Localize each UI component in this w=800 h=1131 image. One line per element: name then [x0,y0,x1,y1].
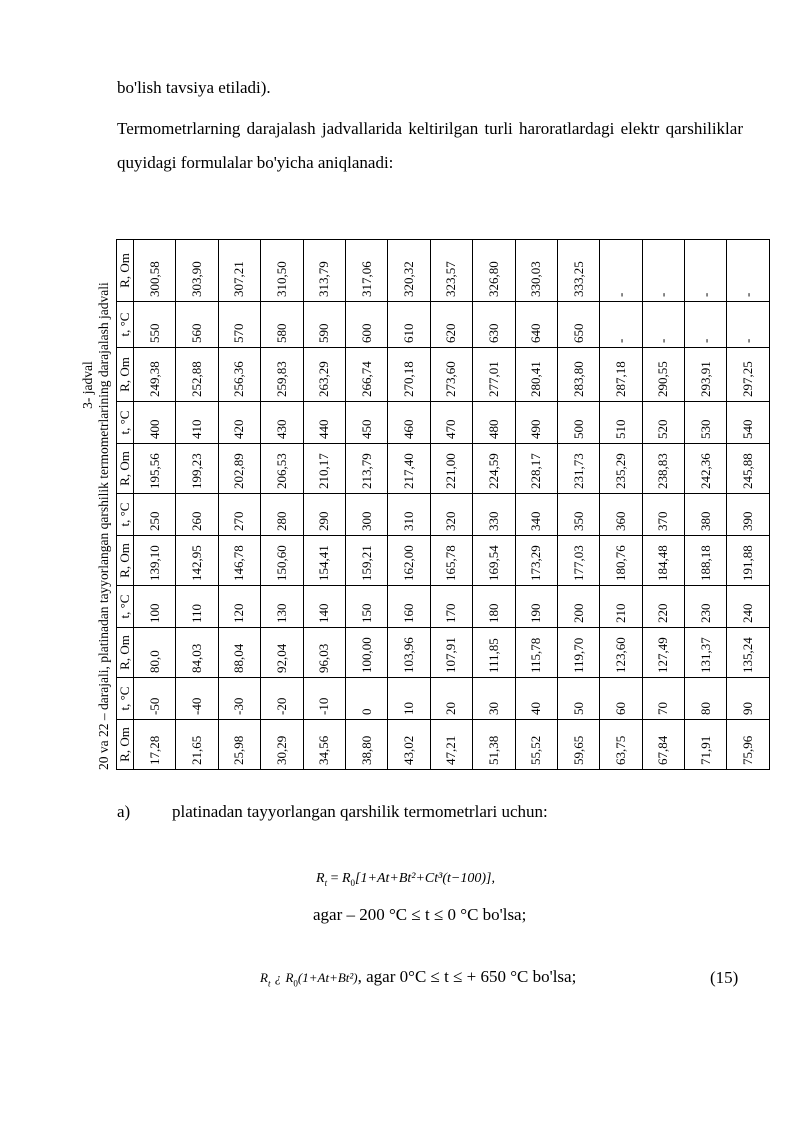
table-cell: 111,85 [473,628,515,678]
table-cell: 40 [515,678,557,720]
table-cell: -50 [134,678,176,720]
table-cell: 297,25 [727,348,770,402]
table-cell: 200 [557,586,599,628]
table-cell: 460 [388,402,430,444]
formula-2-condition: , agar 0°C ≤ t ≤ + 650 °C bo'lsa; [357,967,577,986]
table-cell: 480 [473,402,515,444]
table-body [134,240,770,770]
table-cell: 180,76 [600,536,642,586]
table-cell: 130 [261,586,303,628]
equation-number: (15) [710,968,739,987]
table-cell: 191,88 [727,536,770,586]
table-cell: 290 [303,494,345,536]
table-cell: 139,10 [134,536,176,586]
table-cell: 293,91 [685,348,727,402]
table-cell: 202,89 [218,444,260,494]
table-cell: 550 [134,302,176,348]
table-cell: 259,83 [261,348,303,402]
table-cell: 38,80 [345,720,387,770]
table-row [642,240,684,770]
table-cell: 107,91 [430,628,472,678]
column-header: t, °C [117,678,134,720]
table-cell: 25,98 [218,720,260,770]
table-cell: 230 [685,586,727,628]
table-cell: 67,84 [642,720,684,770]
formula-2-sub-0: 0 [293,978,298,989]
table-cell: 260 [176,494,218,536]
table-cell: 71,91 [685,720,727,770]
table-cell: 43,02 [388,720,430,770]
table-cell: 245,88 [727,444,770,494]
table-cell: 280 [261,494,303,536]
table-cell: -40 [176,678,218,720]
table-cell: 360 [600,494,642,536]
table-cell: 510 [600,402,642,444]
table-cell: 238,83 [642,444,684,494]
table-row [176,240,218,770]
table-cell: 100 [134,586,176,628]
table-cell: 190 [515,586,557,628]
column-header: R, Om [117,240,134,302]
table-cell: 303,90 [176,240,218,302]
table-cell: 320 [430,494,472,536]
table-cell: 340 [515,494,557,536]
table-cell: 310,50 [261,240,303,302]
table-row [600,240,642,770]
table-cell: - [600,302,642,348]
column-header: R, Om [117,444,134,494]
table-cell: 55,52 [515,720,557,770]
table-cell: 333,25 [557,240,599,302]
table-cell: 283,80 [557,348,599,402]
table-cell: 188,18 [685,536,727,586]
formula-2-sub-t: t [267,978,271,989]
table-cell: 30 [473,678,515,720]
table-cell: 115,78 [515,628,557,678]
table-row [134,240,176,770]
formula-2-lhs: R [260,970,268,985]
table-cell: 80,0 [134,628,176,678]
formula-1-sub-t: t [324,877,328,888]
table-cell: 420 [218,402,260,444]
table-row [261,240,303,770]
table-cell: 235,29 [600,444,642,494]
table-cell: 240 [727,586,770,628]
table-cell: 252,88 [176,348,218,402]
table-cell: 103,96 [388,628,430,678]
table-cell: 640 [515,302,557,348]
table-cell: 110 [176,586,218,628]
table-cell: 165,78 [430,536,472,586]
table-cell: 75,96 [727,720,770,770]
table-cell: 90 [727,678,770,720]
table-cell: 30,29 [261,720,303,770]
table-cell: 470 [430,402,472,444]
table-cell: - [727,302,770,348]
table-cell: 266,74 [345,348,387,402]
table-cell: 277,01 [473,348,515,402]
table-cell: 135,24 [727,628,770,678]
column-header: R, Om [117,628,134,678]
table-cell: 270,18 [388,348,430,402]
table-cell: 380 [685,494,727,536]
table-cell: 169,54 [473,536,515,586]
table-cell: 290,55 [642,348,684,402]
table-cell: 530 [685,402,727,444]
table-cell: 100,00 [345,628,387,678]
table-cell: 127,49 [642,628,684,678]
table-cell: 63,75 [600,720,642,770]
table-cell: 300 [345,494,387,536]
table-cell: 320,32 [388,240,430,302]
table-cell: 590 [303,302,345,348]
table-cell: 220 [642,586,684,628]
table-cell: 80 [685,678,727,720]
formula-1-eq: = [330,871,339,886]
table-cell: 560 [176,302,218,348]
rotated-table-block [80,240,770,770]
table-cell: 50 [557,678,599,720]
table-cell: 173,29 [515,536,557,586]
table-cell: 650 [557,302,599,348]
table-cell: 630 [473,302,515,348]
list-marker-a: a) [117,802,131,821]
table-cell: 120 [218,586,260,628]
paragraph-1: bo'lish tavsiya etiladi). [117,78,271,97]
table-cell: - [727,240,770,302]
table-cell: 410 [176,402,218,444]
table-header-row [117,240,134,770]
table-cell: 0 [345,678,387,720]
table-cell: 231,73 [557,444,599,494]
list-item-a-text: platinadan tayyorlangan qarshilik termometrlari uchun: [172,802,548,821]
column-header: R, Om [117,720,134,770]
table-cell: 119,70 [557,628,599,678]
paragraph-2: Termometrlarning darajalash jadvallarida keltirilgan turli haroratlardagi elektr qarshiliklar quyidagi formulalar bo'yicha aniqlanadi: [117,119,743,172]
column-header: t, °C [117,586,134,628]
table-row [345,240,387,770]
calibration-table [116,239,770,770]
table-cell: 92,04 [261,628,303,678]
formula-1 [316,871,495,888]
column-header: t, °C [117,302,134,348]
table-cell: 263,29 [303,348,345,402]
table-cell: 228,17 [515,444,557,494]
table-cell: 317,06 [345,240,387,302]
table-cell: 96,03 [303,628,345,678]
table-cell: 162,00 [388,536,430,586]
table-cell: 180 [473,586,515,628]
table-cell: 159,21 [345,536,387,586]
table-cell: 154,41 [303,536,345,586]
table-cell: 123,60 [600,628,642,678]
table-cell: 160 [388,586,430,628]
table-cell: 440 [303,402,345,444]
table-cell: 51,38 [473,720,515,770]
table-cell: -20 [261,678,303,720]
table-title: 20 va 22 – darajali, platinadan tayyorlangan qarshilik termometrlarining darajalash jadvali [96,282,111,770]
table-cell: -30 [218,678,260,720]
table-cell: 310 [388,494,430,536]
table-cell: 307,21 [218,240,260,302]
table-cell: 221,00 [430,444,472,494]
table-cell: 59,65 [557,720,599,770]
formula-2-r0: R [285,970,294,985]
table-cell: 256,36 [218,348,260,402]
column-header: R, Om [117,536,134,586]
table-caption [80,240,116,770]
formula-1-r0: R [341,871,351,886]
table-row [303,240,345,770]
formula-2-mid: ¿ [274,970,282,985]
table-cell: 600 [345,302,387,348]
table-cell: 350 [557,494,599,536]
formula-1-r: R [316,871,325,886]
table-cell: 250 [134,494,176,536]
formula-1-body: [1+At+Bt²+Ct³(t−100)], [355,871,495,886]
table-cell: 620 [430,302,472,348]
table-cell: 150,60 [261,536,303,586]
formula-2 [260,967,576,988]
table-cell: 184,48 [642,536,684,586]
table-cell: - [642,302,684,348]
table-cell: 273,60 [430,348,472,402]
table-cell: 84,03 [176,628,218,678]
table-cell: 400 [134,402,176,444]
table-cell: 150 [345,586,387,628]
table-row [218,240,260,770]
table-row [430,240,472,770]
table-cell: -10 [303,678,345,720]
table-cell: 249,38 [134,348,176,402]
table-cell: - [685,240,727,302]
table-row [557,240,599,770]
table-cell: 287,18 [600,348,642,402]
table-cell: 610 [388,302,430,348]
table-cell: 146,78 [218,536,260,586]
table-cell: - [685,302,727,348]
table-cell: 210,17 [303,444,345,494]
table-cell: 330,03 [515,240,557,302]
table-cell: 326,80 [473,240,515,302]
table-cell: 330 [473,494,515,536]
table-cell: - [642,240,684,302]
table-cell: 430 [261,402,303,444]
table-row [388,240,430,770]
table-cell: 450 [345,402,387,444]
formula-1-sub-0: 0 [350,877,356,888]
formula-1-condition: agar – 200 °C ≤ t ≤ 0 °C bo'lsa; [313,905,527,924]
table-cell: 280,41 [515,348,557,402]
table-cell: 34,56 [303,720,345,770]
table-cell: 60 [600,678,642,720]
table-cell: 313,79 [303,240,345,302]
table-cell: 540 [727,402,770,444]
table-row [685,240,727,770]
table-cell: 177,03 [557,536,599,586]
table-row [515,240,557,770]
table-cell: 323,57 [430,240,472,302]
table-cell: 490 [515,402,557,444]
table-cell: 520 [642,402,684,444]
table-cell: 370 [642,494,684,536]
table-cell: 21,65 [176,720,218,770]
table-row [727,240,770,770]
table-cell: 580 [261,302,303,348]
table-cell: 199,23 [176,444,218,494]
table-cell: 88,04 [218,628,260,678]
column-header: R, Om [117,348,134,402]
table-cell: 195,56 [134,444,176,494]
table-cell: 206,53 [261,444,303,494]
table-cell: 210 [600,586,642,628]
table-cell: 213,79 [345,444,387,494]
table-cell: 142,95 [176,536,218,586]
table-cell: 47,21 [430,720,472,770]
table-cell: 131,37 [685,628,727,678]
table-cell: 270 [218,494,260,536]
table-number: 3- jadval [80,361,95,409]
table-cell: 140 [303,586,345,628]
table-cell: 242,36 [685,444,727,494]
table-cell: 390 [727,494,770,536]
table-cell: 170 [430,586,472,628]
column-header: t, °C [117,402,134,444]
table-cell: 70 [642,678,684,720]
formula-2-body: (1+At+Bt²) [297,970,358,985]
table-cell: 17,28 [134,720,176,770]
table-cell: 20 [430,678,472,720]
table-cell: 300,58 [134,240,176,302]
table-cell: 224,59 [473,444,515,494]
table-row [473,240,515,770]
column-header: t, °C [117,494,134,536]
table-cell: - [600,240,642,302]
table-cell: 500 [557,402,599,444]
table-cell: 217,40 [388,444,430,494]
table-cell: 10 [388,678,430,720]
table-cell: 570 [218,302,260,348]
